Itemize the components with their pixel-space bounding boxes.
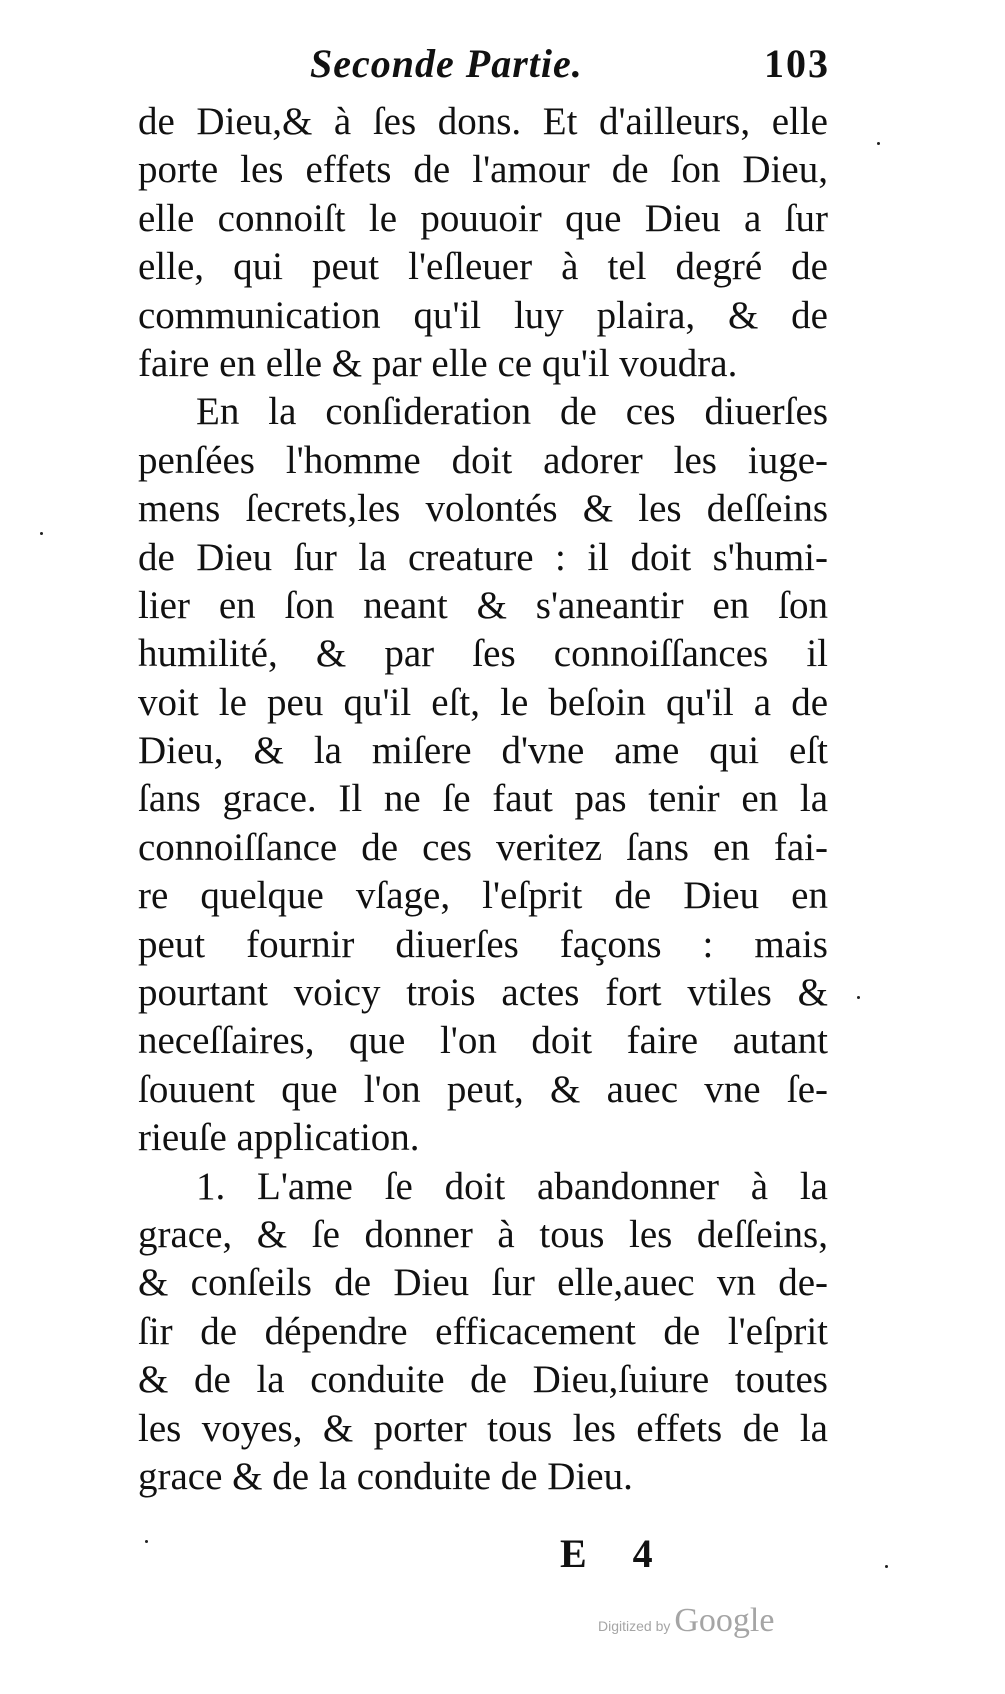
running-head: Seconde Partie. <box>310 41 583 86</box>
text-line: neceſſaires, que l'on doit faire autant <box>138 1019 828 1063</box>
text-line: grace & de la conduite de Dieu. <box>138 1454 633 1498</box>
text-line: les voyes, & porter tous les effets de la <box>138 1406 828 1450</box>
text-line: ſir de dépendre efficacement de l'eſprit <box>138 1309 828 1353</box>
text-line: En la conſideration de ces diuerſes <box>196 390 828 434</box>
digitized-watermark <box>598 1600 774 1640</box>
text-line: peut fournir diuerſes façons : mais <box>138 922 828 966</box>
text-line: mens ſecrets,les volontés & les deſſeins <box>138 487 828 531</box>
text-line: humilité, & par ſes connoiſſances il <box>138 632 828 676</box>
text-line: ſouuent que l'on peut, & auec vne ſe- <box>138 1067 828 1111</box>
text-line: & de la conduite de Dieu,ſuiure toutes <box>138 1358 828 1402</box>
text-line: Dieu, & la miſere d'vne ame qui eſt <box>138 729 828 773</box>
text-line: penſées l'homme doit adorer les iuge- <box>138 438 828 482</box>
text-line: pourtant voicy trois actes fort vtiles & <box>138 971 828 1015</box>
scan-speck <box>877 142 880 145</box>
text-line: ſans grace. Il ne ſe faut pas tenir en la <box>138 777 828 821</box>
scan-speck <box>857 996 860 999</box>
body-text <box>138 98 828 1501</box>
text-line: voit le peu qu'il eſt, le beſoin qu'il a de <box>138 680 828 724</box>
text-line: communication qu'il luy plaira, & de <box>138 293 828 337</box>
text-line: grace, & ſe donner à tous les deſſeins, <box>138 1212 828 1256</box>
text-line: elle connoiſt le pouuoir que Dieu a ſur <box>138 196 828 240</box>
text-line: connoiſſance de ces veritez ſans en fai- <box>138 825 828 869</box>
text-line: 1. L'ame ſe doit abandonner à la <box>196 1164 828 1208</box>
text-line: porte les effets de l'amour de ſon Dieu, <box>138 148 828 192</box>
text-line: faire en elle & par elle ce qu'il voudra. <box>138 341 738 385</box>
page-number: 103 <box>764 41 830 86</box>
text-line: de Dieu,& à ſes dons. Et d'ailleurs, elle <box>138 100 828 143</box>
scan-speck <box>145 1540 148 1543</box>
text-line: re quelque vſage, l'eſprit de Dieu en <box>138 874 828 918</box>
signature-mark: E 4 <box>560 1531 671 1576</box>
scan-speck <box>885 1565 888 1568</box>
text-line: lier en ſon neant & s'aneantir en ſon <box>138 583 828 627</box>
page-header <box>310 40 830 96</box>
text-line: de Dieu ſur la creature : il doit s'humi- <box>138 535 828 579</box>
text-line: elle, qui peut l'eſleuer à tel degré de <box>138 245 828 289</box>
text-line: rieuſe application. <box>138 1116 420 1160</box>
digitized-by-label: Digitized by <box>598 1618 671 1634</box>
scan-speck <box>40 532 43 535</box>
text-line: & conſeils de Dieu ſur elle,auec vn de- <box>138 1261 828 1305</box>
google-logo: Google <box>674 1602 775 1639</box>
